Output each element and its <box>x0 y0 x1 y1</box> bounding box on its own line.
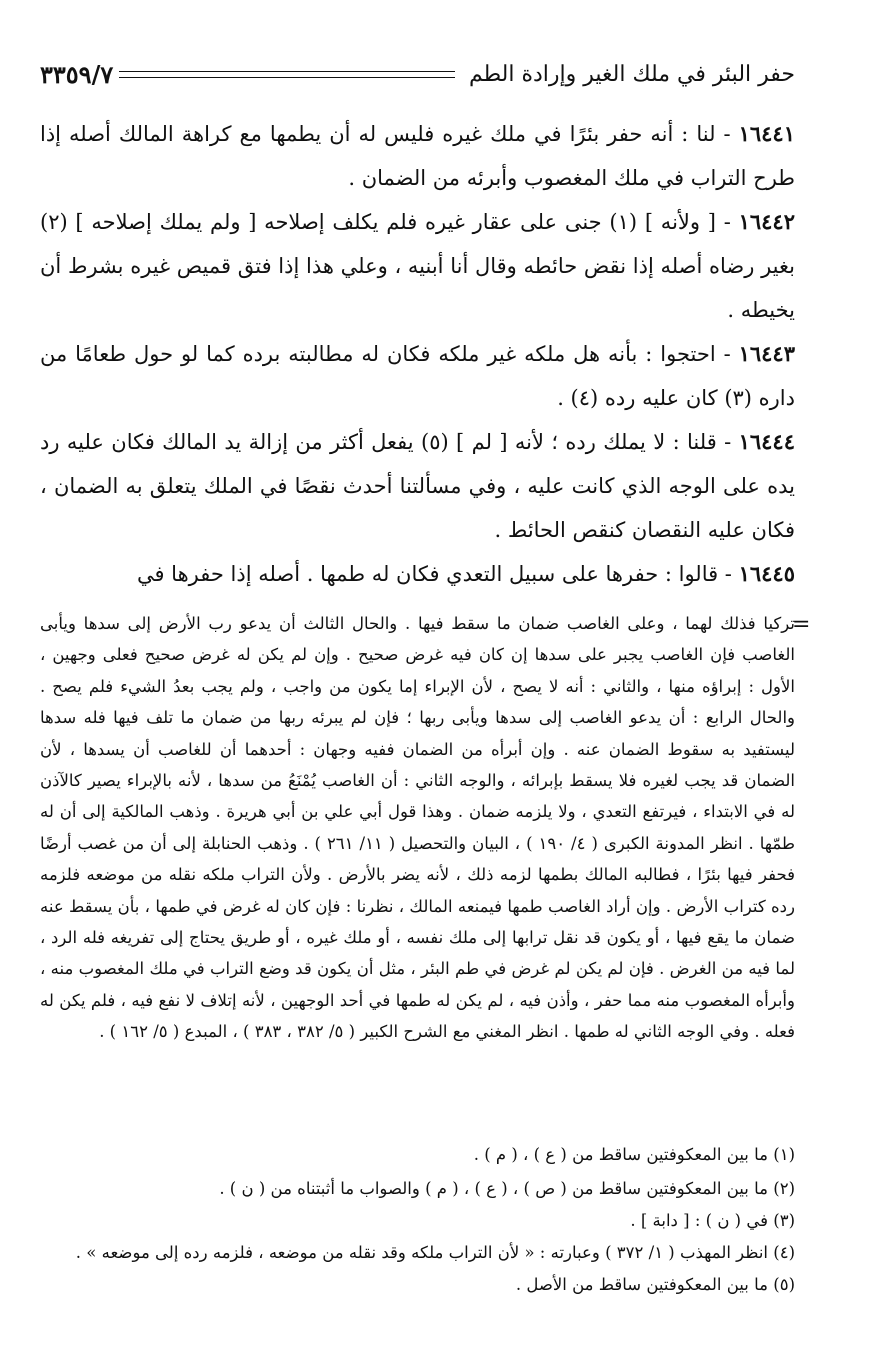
paragraph-text: - قلنا : لا يملك رده ؛ لأنه [ لم ] (٥) يفعل أكثر من إزالة يد المالك فكان عليه رد يده على الوجه الذي كانت عليه ، وفي مسألتنا أحدث نقصًا في الملك يتعلق به الضمان ، فكان عليه النقصان كنقص الحائط . <box>40 430 795 542</box>
paragraph-number: ١٦٤٤٣ <box>738 341 795 366</box>
paragraph-text: - لنا : أنه حفر بئرًا في ملك غيره فليس له أن يطمها مع كراهة المالك أصله إذا طرح التراب في ملك المغصوب وأبرئه من الضمان . <box>40 122 795 190</box>
page-number: ٣٣٥٩/٧ <box>40 59 114 89</box>
paragraph <box>40 332 795 420</box>
paragraph-text: - [ ولأنه ] (١) جنى على عقار غيره فلم يكلف إصلاحه [ ولم يملك إصلاحه ] (٢) بغير رضاه أصله إذا نقض حائطه وقال أنا أبنيه ، وعلي هذا إذا فتق قميص غيره بشرط أن يخيطه . <box>40 210 795 322</box>
previous-note-continuation: تركيا فذلك لهما ، وعلى الغاصب ضمان ما سقط فيها . والحال الثالث أن يدعو رب الأرض إلى سدها ويأبى الغاصب فإن الغاصب يجبر على سدها إن كان فيه غرض صحيح . وإن لم يكن له غرض صحيح فعلى وجهين ، الأول : إبراؤه منها ، والثاني : أنه لا يصح ، لأن الإبراء إما يكون من واجب ، ولم يجب بعدُ الشيء فلم يصح . والحال الرابع : أن يدعو الغاصب إلى سدها ويأبى ربها ؛ فإن لم يبرئه ربها من ضمان ما تلف فيها فله سدها ليستفيد به سقوط الضمان عنه . وإن أبرأه من الضمان ففيه وجهان : أحدهما أن للغاصب أن يسدها ، لأن الضمان قد يجب لغيره فلا يسقط بإبرائه ، والوجه الثاني : أن الغاصب يُمْنَعُ من سدها ، لأنه بالإبراء يصير كالآذن له في الابتداء ، فيرتفع التعدي ، ولا يلزمه ضمان . وهذا قول أبي علي بن أبي هريرة . وذهب المالكية إلى أن له طمّها . انظر المدونة الكبرى ( ٤/ ١٩٠ ) ، البيان والتحصيل ( ١١/ ٢٦١ ) . وذهب الحنابلة إلى أن من غصب أرضًا فحفر فيها بئرًا ، فطالبه المالك بطمها لزمه ذلك ، لأنه يضر بالأرض . ولأن التراب ملكه نقله من موضعه فلزمه رده كتراب الأرض . وإن أراد الغاصب طمها فيمنعه المالك ، نظرنا : فإن كان له غرض في طمها ، بأن يسقط عنه ضمان ما يقع فيها ، أو يكون قد نقل ترابها إلى ملك نفسه ، أو ملك غيره ، أو طريق يحتاج إلى تفريغه فله الرد ، لما فيه من الغرض . فإن لم يكن لم غرض في طم البئر ، مثل أن يكون قد وضع التراب في ملك المغصوب منه ، وأبرأه المغصوب منه مما حفر ، وأذن فيه ، لم يكن له طمها في أحد الوجهين ، لأنه إتلاف لا نفع فيه ، فلم يكن له فعله . وفي الوجه الثاني له طمها . انظر المغني مع الشرح الكبير ( ٥/ ٣٨٢ ، ٣٨٣ ) ، المبدع ( ٥/ ١٦٢ ) . <box>40 614 795 1042</box>
paragraph-number: ١٦٤٤٥ <box>738 561 795 586</box>
running-header <box>40 52 795 96</box>
paragraph <box>40 420 795 552</box>
paragraph-number: ١٦٤٤٢ <box>738 209 795 234</box>
paragraph <box>40 552 795 596</box>
paragraph <box>40 200 795 332</box>
paragraph-text: - احتجوا : بأنه هل ملكه غير ملكه فكان له مطالبته برده كما لو حول طعامًا من داره (٣) كان عليه رده (٤) . <box>40 342 795 410</box>
paragraph <box>40 112 795 200</box>
footnote-3: (٣) في ( ن ) : [ دابة ] . <box>630 1211 795 1230</box>
footnote-5: (٥) ما بين المعكوفتين ساقط من الأصل . <box>515 1275 795 1294</box>
header-rule <box>119 71 455 78</box>
paragraph-number: ١٦٤٤٤ <box>738 429 795 454</box>
paragraph-text: - قالوا : حفرها على سبيل التعدي فكان له طمها . أصله إذا حفرها في <box>136 562 739 586</box>
footnote-2: (٢) ما بين المعكوفتين ساقط من ( ص ) ، ( ع ) ، ( م ) والصواب ما أثبتناه من ( ن ) . <box>219 1179 795 1198</box>
footnote-4: (٤) انظر المهذب ( ١/ ٣٧٢ ) وعبارته : « لأن التراب ملكه وقد نقله من موضعه ، فلزمه رده إلى موضعه » . <box>75 1243 795 1262</box>
header-title: حفر البئر في ملك الغير وإرادة الطم <box>468 61 795 87</box>
footnote-1: (١) ما بين المعكوفتين ساقط من ( ع ) ، ( م ) . <box>473 1145 795 1164</box>
continuation-marker: = <box>792 612 811 637</box>
main-text <box>40 112 795 596</box>
paragraph-number: ١٦٤٤١ <box>738 121 795 146</box>
